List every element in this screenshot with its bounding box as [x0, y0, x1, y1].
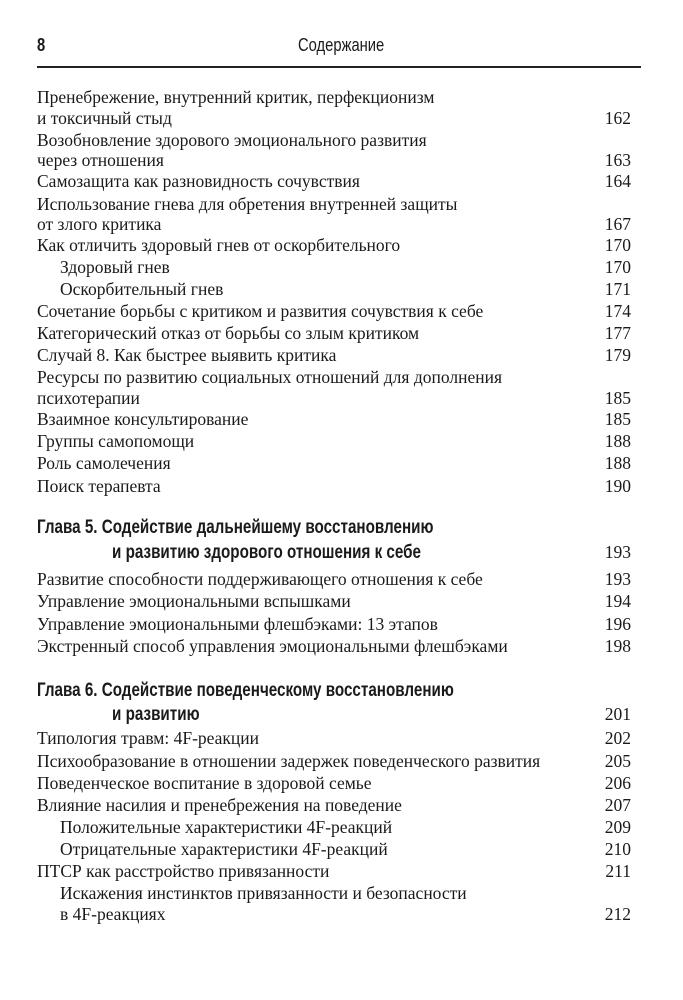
entry-page-number: 210 [604, 839, 631, 859]
entry-title-line: Взаимное консультирование [37, 409, 249, 429]
entry-page-number: 174 [604, 301, 631, 321]
running-header-title: Содержание [298, 35, 385, 55]
entry-title-line: Влияние насилия и пренебрежения на поведение [37, 795, 402, 815]
entry-title-line: Поведенческое воспитание в здоровой семье [37, 773, 372, 793]
entry-page-number: 163 [604, 150, 631, 170]
entry-page-number: 164 [604, 171, 631, 191]
entry-title-line: Возобновление здорового эмоционального развития [37, 130, 427, 150]
entry-page-number: 196 [604, 614, 631, 634]
entry-page-number: 194 [604, 591, 631, 611]
entry-page-number: 188 [604, 431, 631, 451]
entry-page-number: 206 [604, 773, 631, 793]
entry-page-number: 211 [605, 861, 631, 881]
entry-title-line: Как отличить здоровый гнев от оскорбительного [37, 235, 401, 255]
entry-title-line: в 4F-реакциях [60, 904, 166, 924]
entry-page-number: 205 [604, 751, 631, 771]
entry-page-number: 212 [604, 904, 631, 924]
chapter-title-line: и развитию [112, 703, 200, 725]
entry-title-line: Развитие способности поддерживающего отношения к себе [37, 569, 483, 589]
entry-page-number: 193 [604, 542, 631, 562]
chapter-title-line: и развитию здорового отношения к себе [112, 541, 422, 563]
entry-title-line: Управление эмоциональными флешбэками: 13 этапов [37, 614, 438, 634]
entry-page-number: 202 [604, 728, 631, 748]
entry-title-line: Экстренный способ управления эмоциональными флешбэками [37, 636, 508, 656]
entry-title-line: Сочетание борьбы с критиком и развития сочувствия к себе [37, 301, 484, 321]
chapter-title-line: Глава 6. Содействие поведенческому восстановлению [37, 679, 454, 701]
entry-page-number: 201 [604, 704, 631, 724]
entry-title-line: Оскорбительный гнев [60, 279, 224, 299]
entry-title-line: Пренебрежение, внутренний критик, перфекционизм [37, 87, 435, 107]
entry-page-number: 185 [604, 409, 631, 429]
entry-title-line: и токсичный стыд [37, 108, 172, 128]
header-rule [37, 66, 641, 68]
page-number: 8 [37, 35, 46, 55]
entry-page-number: 207 [604, 795, 631, 815]
entry-title-line: Положительные характеристики 4F-реакций [60, 817, 393, 837]
entry-page-number: 193 [604, 569, 631, 589]
entry-title-line: Отрицательные характеристики 4F-реакций [60, 839, 388, 859]
entry-page-number: 198 [604, 636, 631, 656]
chapter-title-line: Глава 5. Содействие дальнейшему восстановлению [37, 516, 434, 538]
entry-page-number: 179 [604, 345, 631, 365]
entry-title-line: психотерапии [37, 388, 140, 408]
entry-title-line: Группы самопомощи [37, 431, 195, 451]
entry-page-number: 170 [604, 235, 631, 255]
entry-title-line: от злого критика [37, 214, 162, 234]
entry-title-line: Искажения инстинктов привязанности и безопасности [60, 883, 467, 903]
entry-title-line: Самозащита как разновидность сочувствия [37, 171, 360, 191]
entry-page-number: 162 [604, 108, 631, 128]
entry-title-line: Ресурсы по развитию социальных отношений для дополнения [37, 367, 503, 387]
entry-page-number: 185 [604, 388, 631, 408]
entry-page-number: 167 [604, 214, 631, 234]
entry-title-line: Психообразование в отношении задержек поведенческого развития [37, 751, 541, 771]
entry-title-line: Случай 8. Как быстрее выявить критика [37, 345, 337, 365]
entry-title-line: Управление эмоциональными вспышками [37, 591, 351, 611]
entry-page-number: 171 [604, 279, 631, 299]
entry-page-number: 170 [604, 257, 631, 277]
entry-page-number: 188 [604, 453, 631, 473]
entry-title-line: через отношения [37, 150, 164, 170]
entry-title-line: Категорический отказ от борьбы со злым критиком [37, 323, 420, 343]
entry-page-number: 209 [604, 817, 631, 837]
entry-title-line: ПТСР как расстройство привязанности [37, 861, 330, 881]
entry-page-number: 190 [604, 476, 631, 496]
entry-page-number: 177 [604, 323, 631, 343]
entry-title-line: Поиск терапевта [37, 476, 161, 496]
entry-title-line: Типология травм: 4F-реакции [37, 728, 260, 748]
entry-title-line: Использование гнева для обретения внутренней защиты [37, 194, 458, 214]
entry-title-line: Здоровый гнев [60, 257, 170, 277]
entry-title-line: Роль самолечения [37, 453, 171, 473]
